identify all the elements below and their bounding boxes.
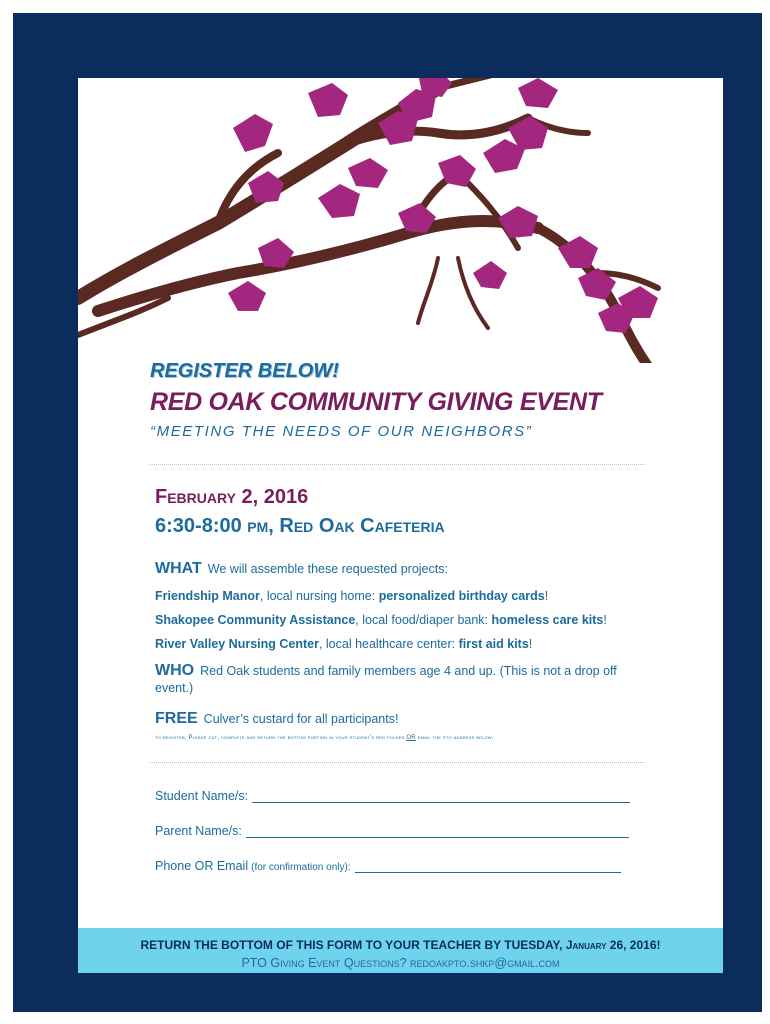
project-item-type: homeless care kits bbox=[491, 613, 604, 627]
project-name: Shakopee Community Assistance bbox=[155, 613, 356, 627]
registration-instructions bbox=[155, 735, 494, 741]
project-item bbox=[155, 637, 532, 651]
project-desc: , local food/diaper bank: bbox=[355, 613, 492, 627]
footer-band bbox=[78, 928, 723, 973]
project-name: River Valley Nursing Center bbox=[155, 637, 319, 651]
project-desc: , local healthcare center: bbox=[318, 637, 459, 651]
parent-name-label: Parent Name/s: bbox=[155, 824, 242, 838]
contact-note: (for confirmation only): bbox=[251, 862, 351, 873]
register-heading: REGISTER BELOW! bbox=[150, 360, 339, 382]
cut-line bbox=[150, 762, 645, 763]
event-time-location: 6:30-8:00 pm, Red Oak Cafeteria bbox=[155, 515, 445, 537]
flyer-page bbox=[78, 78, 723, 973]
instructions-text: to register, Please cut, complete and return the bottom portion in your student’s red folder bbox=[155, 735, 407, 741]
project-item-type: personalized birthday cards bbox=[378, 589, 545, 603]
free-text: Culver’s custard for all participants! bbox=[203, 712, 399, 726]
contact-blank[interactable] bbox=[355, 860, 621, 873]
student-name-field[interactable] bbox=[155, 789, 630, 803]
who-section bbox=[155, 662, 655, 697]
project-item bbox=[155, 613, 607, 627]
free-section bbox=[155, 710, 398, 728]
project-end: ! bbox=[603, 613, 607, 627]
free-label: FREE bbox=[155, 710, 198, 727]
who-label: WHO bbox=[155, 662, 195, 679]
project-item-type: first aid kits bbox=[458, 637, 529, 651]
project-desc: , local nursing home: bbox=[259, 589, 379, 603]
what-text: We will assemble these requested projects: bbox=[207, 562, 448, 576]
project-end: ! bbox=[544, 589, 549, 603]
divider bbox=[150, 464, 645, 465]
instructions-or: OR bbox=[406, 735, 416, 741]
parent-name-blank[interactable] bbox=[246, 825, 629, 838]
parent-name-field[interactable] bbox=[155, 824, 629, 838]
what-label: WHAT bbox=[155, 560, 202, 577]
instructions-text-end: email the pto address below. bbox=[415, 735, 494, 741]
event-title: RED OAK COMMUNITY GIVING EVENT bbox=[150, 388, 602, 416]
contact-label: Phone OR Email bbox=[155, 859, 249, 873]
blossom-branch-illustration bbox=[78, 78, 723, 363]
return-deadline: RETURN THE BOTTOM OF THIS FORM TO YOUR TEACHER BY TUESDAY, January 26, 2016! bbox=[140, 938, 661, 952]
student-name-blank[interactable] bbox=[252, 790, 630, 803]
project-name: Friendship Manor bbox=[155, 589, 260, 603]
event-subtitle: “MEETING THE NEEDS OF OUR NEIGHBORS” bbox=[150, 423, 533, 440]
project-end: ! bbox=[528, 637, 533, 651]
student-name-label: Student Name/s: bbox=[155, 789, 249, 803]
what-section bbox=[155, 560, 448, 578]
questions-contact: PTO Giving Event Questions? redoakpto.shkp@gmail.com bbox=[241, 956, 560, 970]
who-text: Red Oak students and family members age 4 and up. (This is not a drop off event.) bbox=[155, 664, 617, 695]
page-border bbox=[13, 13, 762, 1012]
contact-field[interactable] bbox=[155, 859, 621, 873]
project-item bbox=[155, 589, 548, 603]
event-date: February 2, 2016 bbox=[155, 486, 309, 508]
